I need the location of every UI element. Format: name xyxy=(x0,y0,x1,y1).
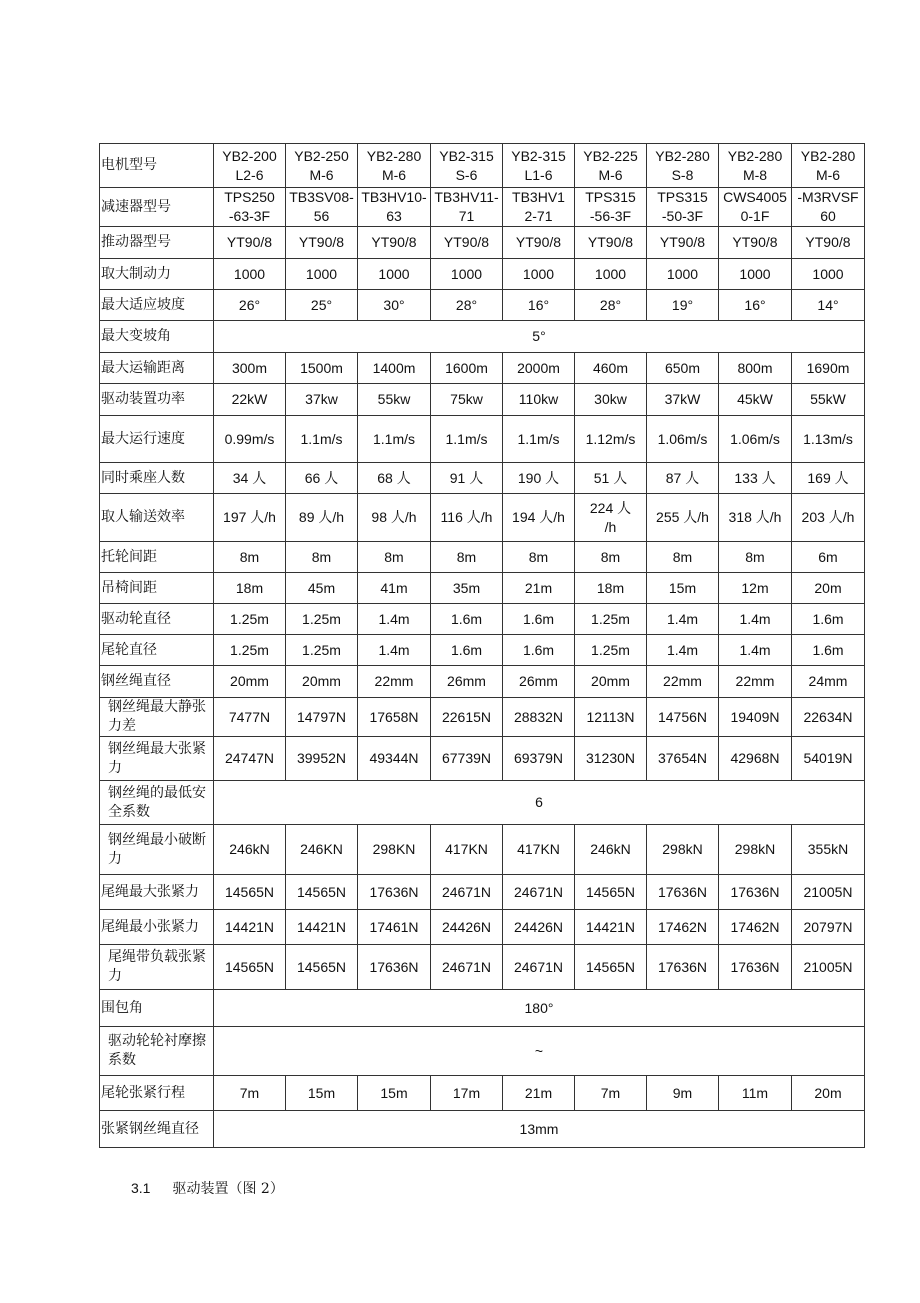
table-row xyxy=(100,825,865,875)
value-cell: 16° xyxy=(503,290,575,321)
value-cell: YT90/8 xyxy=(792,227,865,259)
table-row xyxy=(100,227,865,259)
value-cell: 68 人 xyxy=(358,463,431,494)
value-cell: 22mm xyxy=(358,666,431,698)
value-cell: 1000 xyxy=(719,259,792,290)
value-cell: 11m xyxy=(719,1076,792,1111)
value-cell: 1.6m xyxy=(431,604,503,635)
value-cell: 14565N xyxy=(286,945,358,990)
row-label: 钢丝绳直径 xyxy=(100,666,214,698)
value-cell: 42968N xyxy=(719,737,792,781)
value-cell: 1.4m xyxy=(358,635,431,666)
value-cell: 16° xyxy=(719,290,792,321)
value-cell: YB2-225 M-6 xyxy=(575,144,647,188)
row-label: 尾轮直径 xyxy=(100,635,214,666)
table-row xyxy=(100,781,865,825)
value-cell: 17461N xyxy=(358,910,431,945)
value-cell: 298KN xyxy=(358,825,431,875)
value-cell: 1.1m/s xyxy=(286,416,358,463)
value-cell: YT90/8 xyxy=(214,227,286,259)
value-cell: YB2-200 L2-6 xyxy=(214,144,286,188)
value-cell: 98 人/h xyxy=(358,494,431,542)
row-label: 最大运输距离 xyxy=(100,353,214,384)
value-cell: 14421N xyxy=(214,910,286,945)
value-cell: 54019N xyxy=(792,737,865,781)
value-cell: 1000 xyxy=(503,259,575,290)
value-cell: 67739N xyxy=(431,737,503,781)
value-cell: 20797N xyxy=(792,910,865,945)
value-cell: 89 人/h xyxy=(286,494,358,542)
value-cell: YB2-280 M-6 xyxy=(358,144,431,188)
value-cell: 1.4m xyxy=(719,635,792,666)
row-label: 尾绳最小张紧力 xyxy=(100,910,214,945)
value-cell: 1000 xyxy=(792,259,865,290)
value-cell: 1.25m xyxy=(286,635,358,666)
value-cell: 45m xyxy=(286,573,358,604)
value-cell: 55kW xyxy=(792,384,865,416)
value-cell: 1.6m xyxy=(503,604,575,635)
spec-table xyxy=(99,143,865,1148)
value-cell: 1.25m xyxy=(286,604,358,635)
value-cell: 9m xyxy=(647,1076,719,1111)
table-row xyxy=(100,416,865,463)
value-cell: 34 人 xyxy=(214,463,286,494)
value-cell: YT90/8 xyxy=(719,227,792,259)
value-cell: 8m xyxy=(286,542,358,573)
value-cell: 7m xyxy=(575,1076,647,1111)
row-label: 推动器型号 xyxy=(100,227,214,259)
value-cell: 14797N xyxy=(286,698,358,737)
value-cell: 417KN xyxy=(431,825,503,875)
value-cell: YT90/8 xyxy=(286,227,358,259)
value-cell: 14421N xyxy=(286,910,358,945)
value-cell: 24671N xyxy=(431,875,503,910)
value-cell: 12m xyxy=(719,573,792,604)
value-cell: 1000 xyxy=(431,259,503,290)
value-cell: 20mm xyxy=(214,666,286,698)
value-cell: 8m xyxy=(503,542,575,573)
value-cell: 69379N xyxy=(503,737,575,781)
value-cell: 1.13m/s xyxy=(792,416,865,463)
value-cell: YT90/8 xyxy=(647,227,719,259)
value-cell: 1.1m/s xyxy=(358,416,431,463)
value-cell: 1600m xyxy=(431,353,503,384)
value-cell: TB3HV11- 71 xyxy=(431,188,503,227)
value-cell: 20mm xyxy=(575,666,647,698)
value-cell: 1.12m/s xyxy=(575,416,647,463)
value-cell: 1.4m xyxy=(719,604,792,635)
value-cell: 7m xyxy=(214,1076,286,1111)
value-cell: 17636N xyxy=(719,875,792,910)
value-cell: YT90/8 xyxy=(431,227,503,259)
value-cell: TB3HV1 2-71 xyxy=(503,188,575,227)
value-cell: 30° xyxy=(358,290,431,321)
value-cell: 1.1m/s xyxy=(503,416,575,463)
value-cell: 17636N xyxy=(358,875,431,910)
value-cell: 30kw xyxy=(575,384,647,416)
table-row xyxy=(100,463,865,494)
table-row xyxy=(100,144,865,188)
row-label: 钢丝绳最大张紧 力 xyxy=(100,737,214,781)
value-cell: YT90/8 xyxy=(503,227,575,259)
value-cell: 14421N xyxy=(575,910,647,945)
value-cell: 169 人 xyxy=(792,463,865,494)
value-cell: 49344N xyxy=(358,737,431,781)
table-row xyxy=(100,910,865,945)
row-label: 驱动轮直径 xyxy=(100,604,214,635)
row-label: 驱动装置功率 xyxy=(100,384,214,416)
value-cell: 1.25m xyxy=(575,635,647,666)
value-cell: 1.6m xyxy=(792,635,865,666)
value-cell: 26° xyxy=(214,290,286,321)
value-cell: 246kN xyxy=(575,825,647,875)
value-cell: YB2-280 M-6 xyxy=(792,144,865,188)
value-cell: 8m xyxy=(214,542,286,573)
row-label: 尾绳带负载张紧 力 xyxy=(100,945,214,990)
value-cell: 197 人/h xyxy=(214,494,286,542)
table-row xyxy=(100,1111,865,1148)
value-cell: -M3RVSF 60 xyxy=(792,188,865,227)
value-cell: 22mm xyxy=(647,666,719,698)
value-cell: 17636N xyxy=(647,875,719,910)
table-row xyxy=(100,384,865,416)
value-cell: 1.25m xyxy=(214,635,286,666)
row-label: 钢丝绳最大静张 力差 xyxy=(100,698,214,737)
value-cell: 224 人 /h xyxy=(575,494,647,542)
value-cell: 14565N xyxy=(575,945,647,990)
row-label: 吊椅间距 xyxy=(100,573,214,604)
value-cell: 110kw xyxy=(503,384,575,416)
row-label: 钢丝绳最小破断 力 xyxy=(100,825,214,875)
spec-table-body xyxy=(100,144,865,1148)
row-label: 驱动轮轮衬摩擦 系数 xyxy=(100,1027,214,1076)
row-label: 取人输送效率 xyxy=(100,494,214,542)
row-label: 钢丝绳的最低安 全系数 xyxy=(100,781,214,825)
value-cell: 25° xyxy=(286,290,358,321)
value-cell: 650m xyxy=(647,353,719,384)
row-label: 围包角 xyxy=(100,990,214,1027)
value-cell: 22634N xyxy=(792,698,865,737)
table-row xyxy=(100,666,865,698)
table-row xyxy=(100,353,865,384)
value-cell: 7477N xyxy=(214,698,286,737)
row-label: 最大变坡角 xyxy=(100,321,214,353)
value-cell: 24671N xyxy=(431,945,503,990)
value-cell: 116 人/h xyxy=(431,494,503,542)
value-cell: 318 人/h xyxy=(719,494,792,542)
table-row xyxy=(100,494,865,542)
value-cell: 37kW xyxy=(647,384,719,416)
merged-value-cell: 5° xyxy=(214,321,865,353)
value-cell: 22mm xyxy=(719,666,792,698)
merged-value-cell: 13mm xyxy=(214,1111,865,1148)
table-row xyxy=(100,321,865,353)
value-cell: 15m xyxy=(647,573,719,604)
value-cell: 21m xyxy=(503,1076,575,1111)
table-row xyxy=(100,635,865,666)
value-cell: 17462N xyxy=(719,910,792,945)
value-cell: 2000m xyxy=(503,353,575,384)
value-cell: YB2-280 S-8 xyxy=(647,144,719,188)
value-cell: 24671N xyxy=(503,875,575,910)
value-cell: 17m xyxy=(431,1076,503,1111)
merged-value-cell: 6 xyxy=(214,781,865,825)
table-row xyxy=(100,945,865,990)
value-cell: 1.4m xyxy=(358,604,431,635)
value-cell: 1.4m xyxy=(647,635,719,666)
value-cell: CWS4005 0-1F xyxy=(719,188,792,227)
table-row xyxy=(100,990,865,1027)
value-cell: 1000 xyxy=(286,259,358,290)
table-row xyxy=(100,259,865,290)
merged-value-cell: 180° xyxy=(214,990,865,1027)
value-cell: 14756N xyxy=(647,698,719,737)
section-caption xyxy=(131,1178,284,1198)
value-cell: 17658N xyxy=(358,698,431,737)
value-cell: 17636N xyxy=(719,945,792,990)
table-row xyxy=(100,573,865,604)
value-cell: 246kN xyxy=(214,825,286,875)
value-cell: 1.25m xyxy=(214,604,286,635)
value-cell: 17636N xyxy=(358,945,431,990)
merged-value-cell: ~ xyxy=(214,1027,865,1076)
row-label: 张紧钢丝绳直径 xyxy=(100,1111,214,1148)
section-number: 3.1 xyxy=(131,1180,151,1196)
value-cell: 300m xyxy=(214,353,286,384)
value-cell: TB3HV10- 63 xyxy=(358,188,431,227)
value-cell: 26mm xyxy=(431,666,503,698)
value-cell: TPS315 -56-3F xyxy=(575,188,647,227)
value-cell: 1.6m xyxy=(431,635,503,666)
value-cell: 35m xyxy=(431,573,503,604)
value-cell: 24426N xyxy=(503,910,575,945)
table-row xyxy=(100,875,865,910)
value-cell: 1500m xyxy=(286,353,358,384)
value-cell: 22615N xyxy=(431,698,503,737)
value-cell: 14565N xyxy=(214,875,286,910)
value-cell: 18m xyxy=(214,573,286,604)
value-cell: 255 人/h xyxy=(647,494,719,542)
value-cell: TPS250 -63-3F xyxy=(214,188,286,227)
value-cell: 1.6m xyxy=(503,635,575,666)
value-cell: 14° xyxy=(792,290,865,321)
value-cell: 1.25m xyxy=(575,604,647,635)
value-cell: YB2-280 M-8 xyxy=(719,144,792,188)
value-cell: 24426N xyxy=(431,910,503,945)
value-cell: 18m xyxy=(575,573,647,604)
value-cell: YB2-250 M-6 xyxy=(286,144,358,188)
value-cell: 19409N xyxy=(719,698,792,737)
value-cell: 55kw xyxy=(358,384,431,416)
row-label: 托轮间距 xyxy=(100,542,214,573)
value-cell: 26mm xyxy=(503,666,575,698)
value-cell: 1000 xyxy=(575,259,647,290)
value-cell: TPS315 -50-3F xyxy=(647,188,719,227)
value-cell: 37kw xyxy=(286,384,358,416)
row-label: 最大运行速度 xyxy=(100,416,214,463)
value-cell: 1690m xyxy=(792,353,865,384)
value-cell: 21m xyxy=(503,573,575,604)
row-label: 最大适应坡度 xyxy=(100,290,214,321)
value-cell: 1.06m/s xyxy=(719,416,792,463)
value-cell: 21005N xyxy=(792,875,865,910)
value-cell: 20m xyxy=(792,573,865,604)
value-cell: 24671N xyxy=(503,945,575,990)
value-cell: 133 人 xyxy=(719,463,792,494)
table-row xyxy=(100,1027,865,1076)
value-cell: 22kW xyxy=(214,384,286,416)
value-cell: 298kN xyxy=(647,825,719,875)
value-cell: YB2-315 L1-6 xyxy=(503,144,575,188)
value-cell: 1.6m xyxy=(792,604,865,635)
table-row xyxy=(100,737,865,781)
value-cell: 1000 xyxy=(358,259,431,290)
value-cell: 87 人 xyxy=(647,463,719,494)
value-cell: 28° xyxy=(431,290,503,321)
value-cell: 8m xyxy=(575,542,647,573)
value-cell: 37654N xyxy=(647,737,719,781)
value-cell: TB3SV08- 56 xyxy=(286,188,358,227)
value-cell: YB2-315 S-6 xyxy=(431,144,503,188)
value-cell: 194 人/h xyxy=(503,494,575,542)
value-cell: 51 人 xyxy=(575,463,647,494)
table-row xyxy=(100,698,865,737)
value-cell: 45kW xyxy=(719,384,792,416)
value-cell: 21005N xyxy=(792,945,865,990)
value-cell: 75kw xyxy=(431,384,503,416)
value-cell: 14565N xyxy=(286,875,358,910)
value-cell: 91 人 xyxy=(431,463,503,494)
value-cell: 1.4m xyxy=(647,604,719,635)
row-label: 电机型号 xyxy=(100,144,214,188)
value-cell: 24mm xyxy=(792,666,865,698)
table-row xyxy=(100,188,865,227)
value-cell: 1.1m/s xyxy=(431,416,503,463)
value-cell: 14565N xyxy=(214,945,286,990)
value-cell: 17462N xyxy=(647,910,719,945)
value-cell: 1400m xyxy=(358,353,431,384)
value-cell: 12113N xyxy=(575,698,647,737)
value-cell: 8m xyxy=(719,542,792,573)
value-cell: 1.06m/s xyxy=(647,416,719,463)
value-cell: 15m xyxy=(358,1076,431,1111)
value-cell: 8m xyxy=(431,542,503,573)
value-cell: 24747N xyxy=(214,737,286,781)
value-cell: 41m xyxy=(358,573,431,604)
row-label: 减速器型号 xyxy=(100,188,214,227)
value-cell: 8m xyxy=(647,542,719,573)
value-cell: 246KN xyxy=(286,825,358,875)
value-cell: 6m xyxy=(792,542,865,573)
row-label: 尾轮张紧行程 xyxy=(100,1076,214,1111)
table-row xyxy=(100,604,865,635)
value-cell: 39952N xyxy=(286,737,358,781)
value-cell: 1000 xyxy=(647,259,719,290)
table-row xyxy=(100,290,865,321)
value-cell: 203 人/h xyxy=(792,494,865,542)
value-cell: 15m xyxy=(286,1076,358,1111)
value-cell: 460m xyxy=(575,353,647,384)
table-row xyxy=(100,1076,865,1111)
value-cell: 14565N xyxy=(575,875,647,910)
value-cell: 0.99m/s xyxy=(214,416,286,463)
value-cell: YT90/8 xyxy=(358,227,431,259)
value-cell: 190 人 xyxy=(503,463,575,494)
row-label: 尾绳最大张紧力 xyxy=(100,875,214,910)
row-label: 同时乘座人数 xyxy=(100,463,214,494)
value-cell: 19° xyxy=(647,290,719,321)
value-cell: 20mm xyxy=(286,666,358,698)
value-cell: 28832N xyxy=(503,698,575,737)
value-cell: 298kN xyxy=(719,825,792,875)
value-cell: 66 人 xyxy=(286,463,358,494)
value-cell: 31230N xyxy=(575,737,647,781)
value-cell: 1000 xyxy=(214,259,286,290)
value-cell: 28° xyxy=(575,290,647,321)
value-cell: 20m xyxy=(792,1076,865,1111)
section-title: 驱动装置（图 2） xyxy=(172,1181,284,1197)
value-cell: 355kN xyxy=(792,825,865,875)
value-cell: 800m xyxy=(719,353,792,384)
value-cell: YT90/8 xyxy=(575,227,647,259)
row-label: 取大制动力 xyxy=(100,259,214,290)
value-cell: 8m xyxy=(358,542,431,573)
value-cell: 417KN xyxy=(503,825,575,875)
table-row xyxy=(100,542,865,573)
value-cell: 17636N xyxy=(647,945,719,990)
